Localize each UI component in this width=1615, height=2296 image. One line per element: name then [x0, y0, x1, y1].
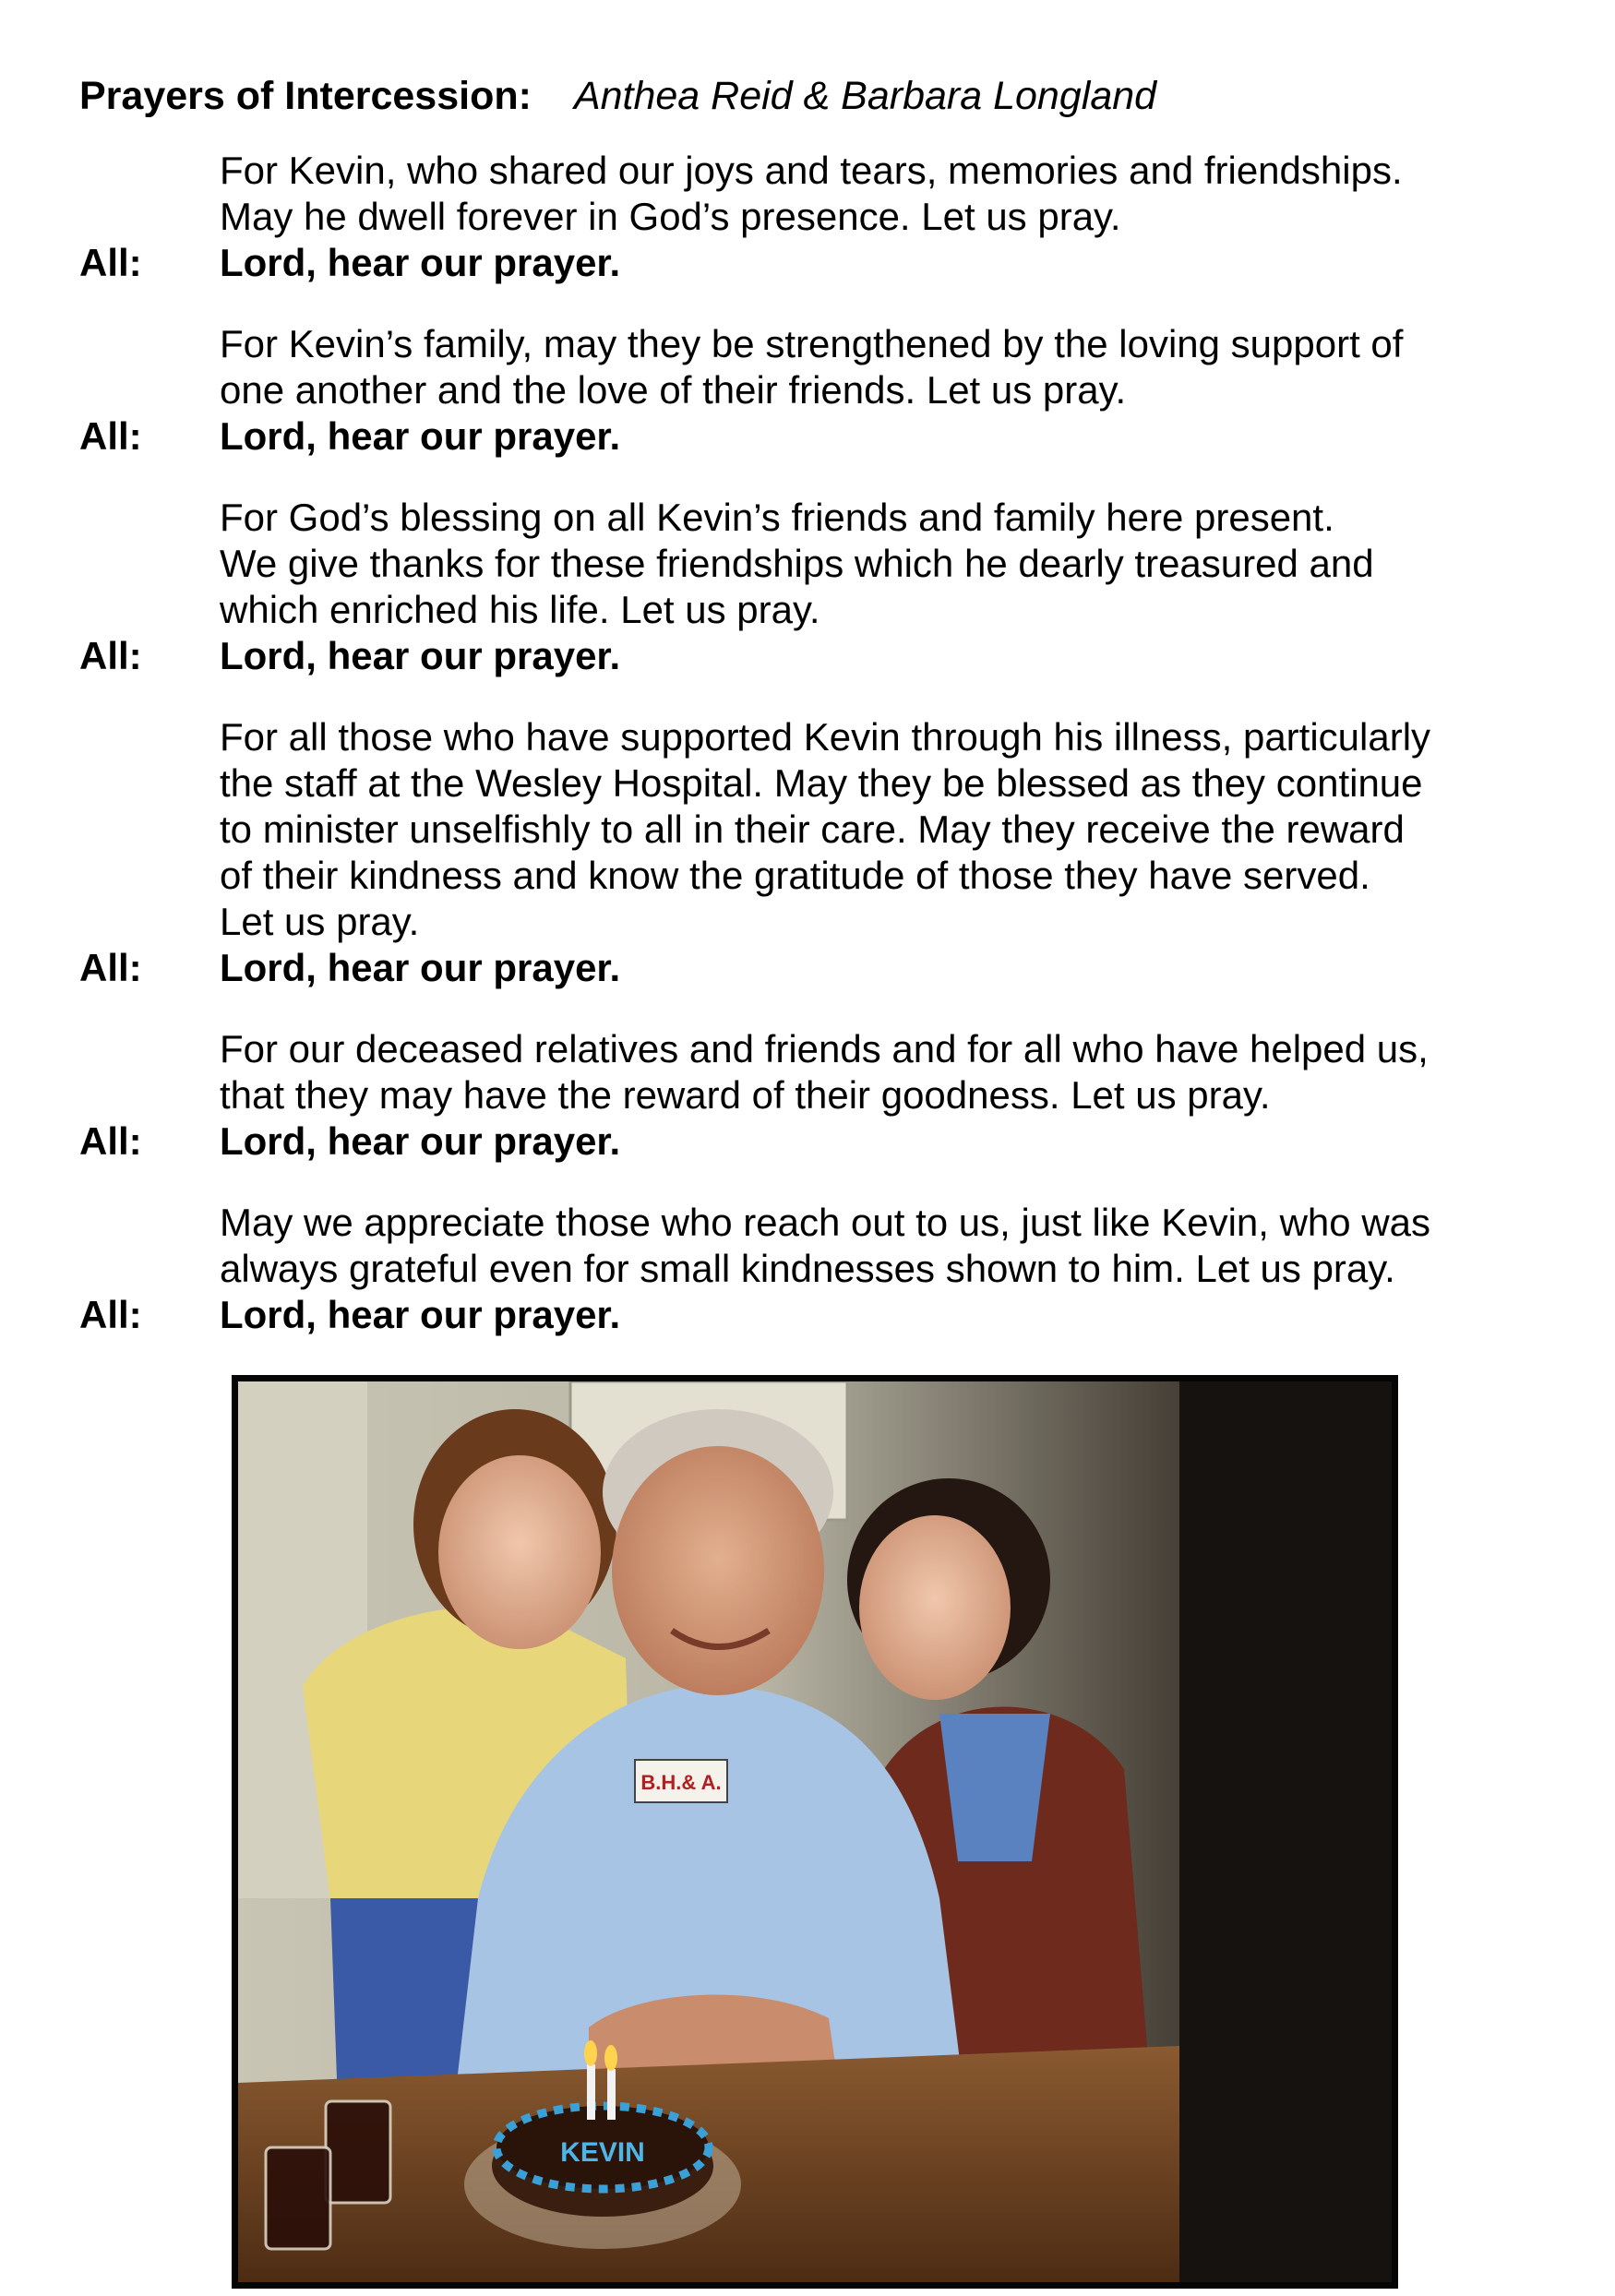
response-label: All:	[79, 634, 142, 677]
candle	[587, 2064, 595, 2120]
prayer-block	[79, 321, 1556, 460]
petition-line: May we appreciate those who reach out to us, just like Kevin, who was	[220, 1201, 1431, 1244]
prayer-block	[79, 1026, 1556, 1165]
candle	[607, 2069, 616, 2120]
heading-leaders: Anthea Reid & Barbara Longland	[573, 74, 1157, 118]
response-line	[79, 633, 1556, 679]
petition-line: one another and the love of their friends. Let us pray.	[220, 368, 1127, 412]
drinking-glass	[266, 2147, 330, 2249]
petition-line: For God’s blessing on all Kevin’s friends and family here present.	[220, 496, 1334, 539]
prayers-list	[79, 148, 1556, 1373]
petition-line: that they may have the reward of their goodness. Let us pray.	[220, 1073, 1271, 1117]
petition-text	[220, 1026, 1556, 1118]
petition-line: For Kevin’s family, may they be strengthened by the loving support of	[220, 322, 1404, 365]
response-label: All:	[79, 241, 142, 284]
petition-text	[220, 148, 1556, 240]
drinking-glass	[326, 2101, 390, 2203]
response-line	[79, 413, 1556, 460]
response-line	[79, 1118, 1556, 1165]
petition-line: Let us pray.	[220, 900, 420, 943]
cake-text: KEVIN	[560, 2137, 645, 2168]
petition-line: May he dwell forever in God’s presence. Let us pray.	[220, 195, 1121, 238]
petition-line: the staff at the Wesley Hospital. May they be blessed as they continue	[220, 761, 1423, 805]
response-text: Lord, hear our prayer.	[220, 1293, 621, 1336]
petition-text	[220, 321, 1556, 413]
petition-line: to minister unselfishly to all in their care. May they receive the reward	[220, 807, 1405, 851]
petition-line: For all those who have supported Kevin through his illness, particularly	[220, 715, 1431, 759]
response-label: All:	[79, 1293, 142, 1336]
man-face	[612, 1446, 824, 1695]
candle-flame	[584, 2040, 597, 2066]
response-label: All:	[79, 1119, 142, 1163]
petition-text	[220, 714, 1556, 945]
petition-line: of their kindness and know the gratitude of those they have served.	[220, 854, 1370, 897]
candle-flame	[604, 2045, 617, 2071]
heading-label: Prayers of Intercession:	[79, 74, 532, 118]
prayer-block	[79, 495, 1556, 679]
response-text: Lord, hear our prayer.	[220, 241, 621, 284]
response-text: Lord, hear our prayer.	[220, 634, 621, 677]
girl-face	[859, 1515, 1011, 1700]
response-label: All:	[79, 946, 142, 989]
shirt-badge-text: B.H.& A.	[640, 1771, 722, 1794]
response-line	[79, 1292, 1556, 1338]
response-label: All:	[79, 414, 142, 458]
petition-text	[220, 1200, 1556, 1292]
section-heading	[79, 72, 1156, 120]
response-line	[79, 240, 1556, 286]
petition-line: always grateful even for small kindnesses shown to him. Let us pray.	[220, 1247, 1395, 1290]
family-photo	[232, 1375, 1398, 2289]
dark-doorway	[1179, 1381, 1392, 2282]
response-text: Lord, hear our prayer.	[220, 414, 621, 458]
petition-line: We give thanks for these friendships which he dearly treasured and	[220, 542, 1374, 585]
response-text: Lord, hear our prayer.	[220, 1119, 621, 1163]
petition-text	[220, 495, 1556, 633]
family-photo-illustration	[238, 1381, 1392, 2282]
petition-line: which enriched his life. Let us pray.	[220, 588, 820, 631]
prayer-block	[79, 1200, 1556, 1338]
petition-line: For our deceased relatives and friends and for all who have helped us,	[220, 1027, 1429, 1070]
petition-line: For Kevin, who shared our joys and tears, memories and friendships.	[220, 149, 1403, 192]
girl-blue-collar	[939, 1714, 1050, 1861]
prayer-block	[79, 148, 1556, 286]
response-text: Lord, hear our prayer.	[220, 946, 621, 989]
response-line	[79, 945, 1556, 991]
prayer-block	[79, 714, 1556, 991]
boy-face	[438, 1455, 601, 1649]
